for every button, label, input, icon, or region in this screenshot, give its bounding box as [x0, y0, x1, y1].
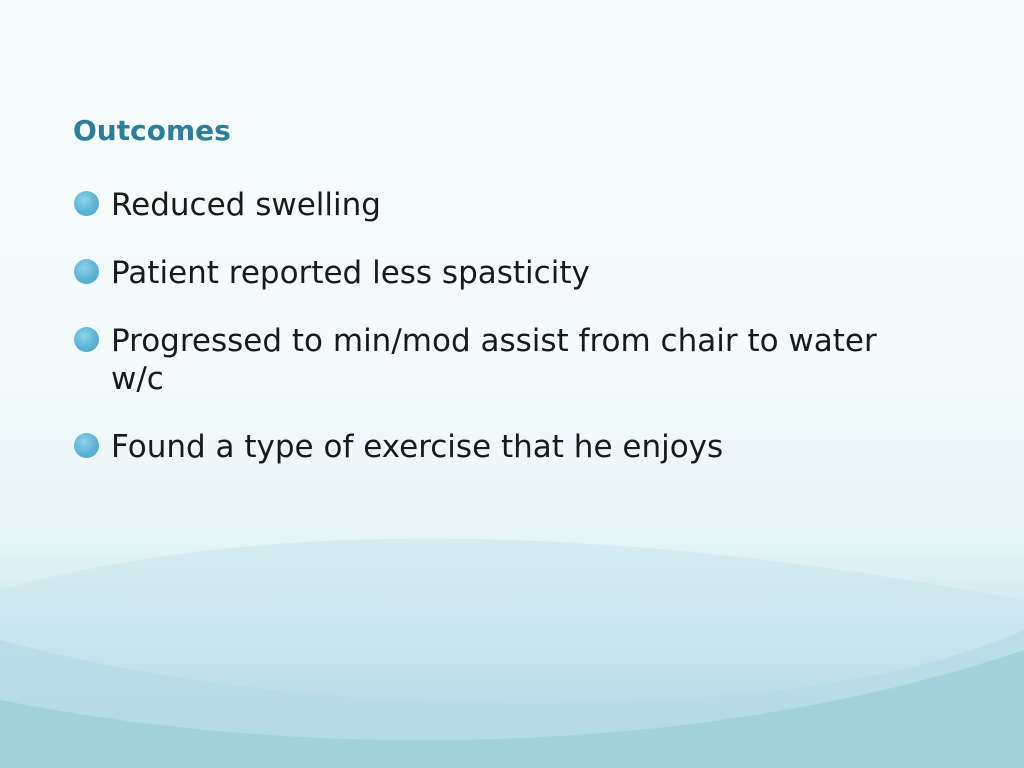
bullet-dot-icon: [74, 327, 99, 352]
bullet-dot-icon: [74, 259, 99, 284]
bullet-text: Progressed to min/mod assist from chair to water w/c: [111, 323, 877, 397]
slide-title: Outcomes: [73, 114, 231, 147]
bullet-list: [72, 186, 932, 496]
bullet-item-reduced-swelling: [72, 186, 932, 224]
bullet-dot-icon: [74, 191, 99, 216]
bullet-dot-icon: [74, 433, 99, 458]
bullet-text: Reduced swelling: [111, 187, 381, 223]
bullet-item-less-spasticity: [72, 254, 932, 292]
bullet-text: Found a type of exercise that he enjoys: [111, 429, 724, 465]
bullet-item-found-exercise: [72, 428, 932, 466]
bullet-text: Patient reported less spasticity: [111, 255, 590, 291]
bullet-item-progressed-assist: [72, 322, 932, 398]
